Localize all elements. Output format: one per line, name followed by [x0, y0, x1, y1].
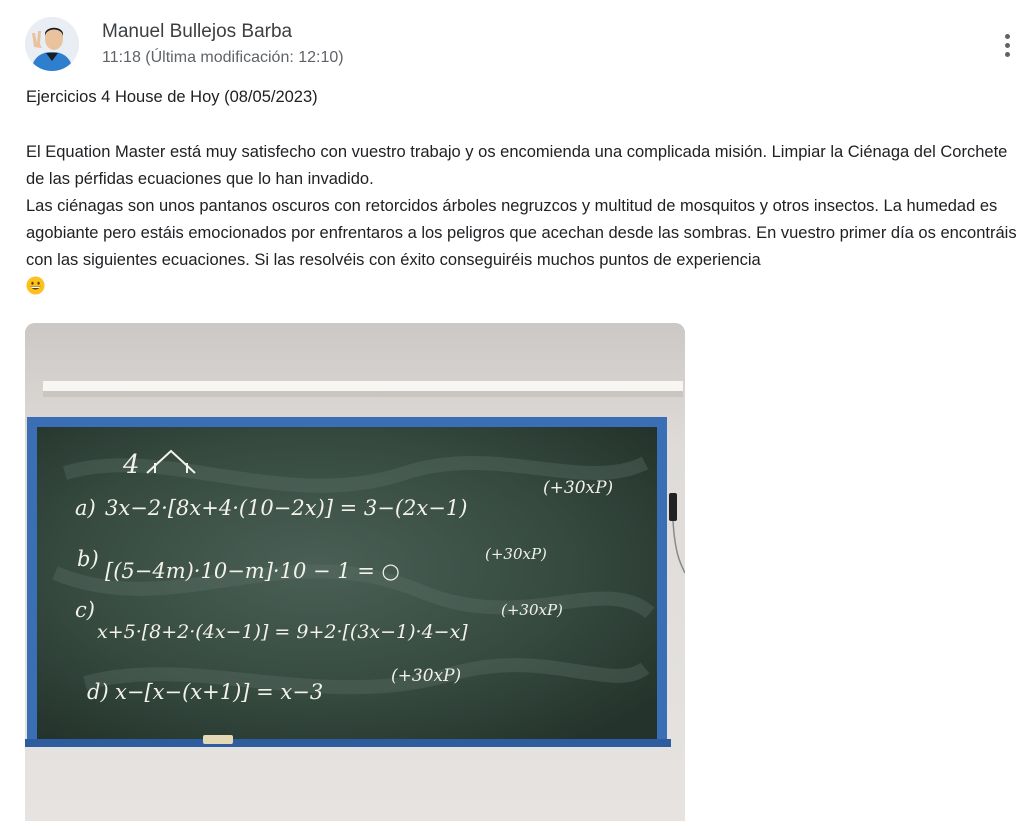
chalkboard-photo [25, 323, 685, 821]
chalk-label: d) [87, 680, 109, 704]
chalk-reward: (+30xP) [543, 478, 614, 498]
chalk-equation: x+5·[8+2·(4x−1)] = 9+2·[(3x−1)·4−x] [97, 621, 468, 643]
more-options-button[interactable] [994, 28, 1020, 62]
chalk-reward: (+30xP) [501, 601, 563, 619]
chalk-label: a) [75, 496, 96, 520]
chalkboard-photo-attachment[interactable] [25, 323, 685, 821]
author-name: Manuel Bullejos Barba [102, 21, 293, 42]
more-vert-icon [1005, 34, 1010, 39]
more-vert-icon-dot [1005, 43, 1010, 48]
vulcan-salute-avatar-icon [25, 17, 79, 71]
post-paragraph: El Equation Master está muy satisfecho con vuestro trabajo y os encomienda una complicada misión. Limpiar la Ciénaga del Corchete de las pérfidas ecuaciones que lo han invadido. [26, 143, 1008, 188]
chalk-reward: (+30xP) [391, 666, 462, 686]
ceiling-light [43, 381, 683, 391]
post-timestamp: 11:18 (Última modificación: 12:10) [102, 49, 344, 66]
author-avatar[interactable] [25, 17, 79, 71]
grinning-face-emoji-icon [26, 276, 45, 295]
chalk-equation: x−[x−(x+1)] = x−3 [115, 680, 324, 704]
chalk-reward: (+30xP) [485, 545, 547, 563]
chalk-equation: 3x−2·[8x+4·(10−2x)] = 3−(2x−1) [105, 496, 468, 520]
post-title: Ejercicios 4 House de Hoy (08/05/2023) [26, 88, 318, 106]
chalk-label: b) [77, 547, 99, 571]
chalk-header: 4 [123, 450, 140, 480]
chalk-label: c) [75, 598, 95, 622]
chalk-equation: [(5−4m)·10−m]·10 − 1 = ○ [105, 559, 400, 583]
post-body [26, 139, 1022, 301]
more-vert-icon-dot [1005, 52, 1010, 57]
post-paragraph: Las ciénagas son unos pantanos oscuros con retorcidos árboles negruzcos y multitud de mosquitos y otros insectos. La humedad es agobiante pero estáis emocionados por enfrentaros a los peligros que acechan desde las sombras. En vuestro primer día os encontráis con las siguientes ecuaciones. Si las resolvéis con éxito conseguiréis muchos puntos de experiencia [26, 197, 1017, 269]
